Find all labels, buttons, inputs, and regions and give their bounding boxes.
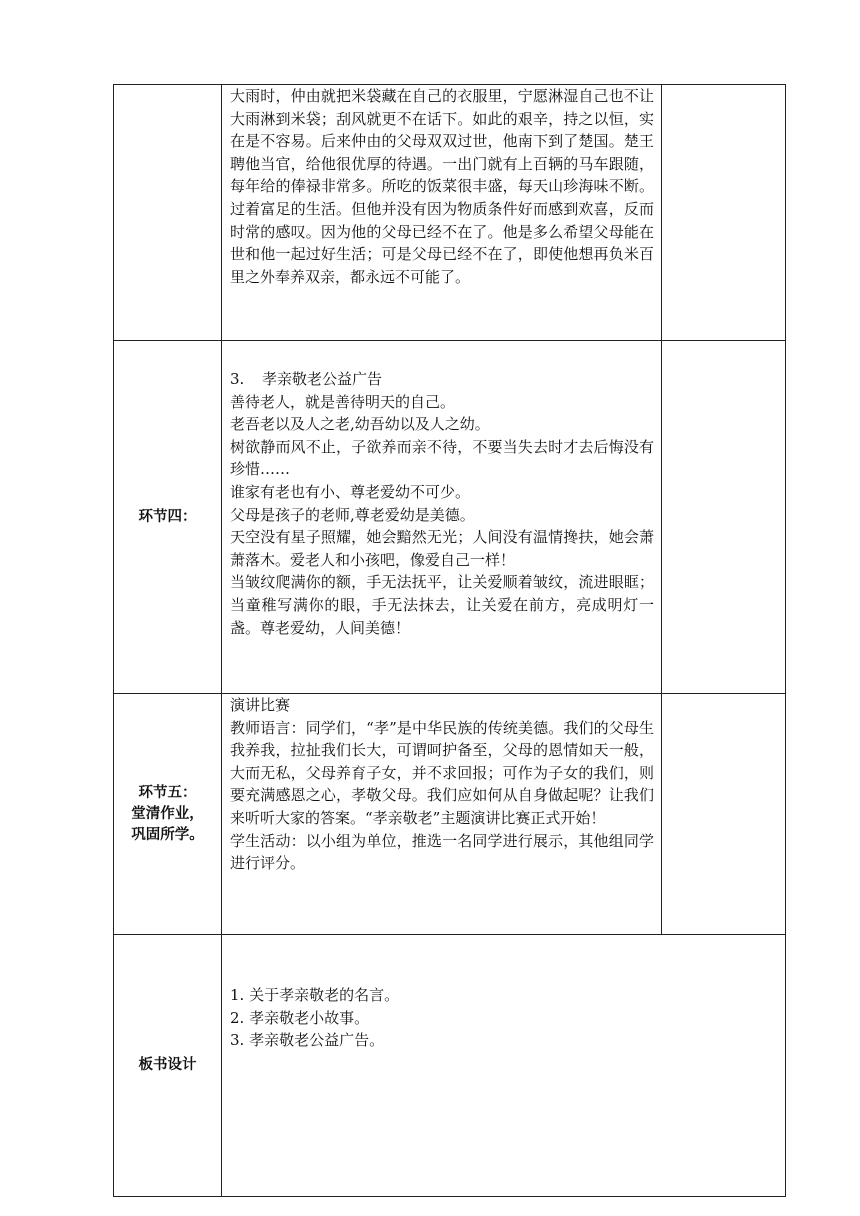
notes-cell (662, 341, 786, 694)
section-heading: 演讲比赛 (230, 696, 291, 714)
table-row (114, 85, 786, 341)
slogan: 老吾老以及人之老,幼吾幼以及人之幼。 (230, 415, 490, 434)
slogan: 善待老人，就是善待明天的自己。 (230, 392, 456, 411)
label-line: 环节五： (138, 784, 197, 801)
speech-contest-section (222, 694, 662, 935)
label-line: 堂清作业， (131, 805, 204, 822)
heading-number: 3. (230, 370, 245, 388)
list-item: 2. 孝亲敬老小故事。 (230, 1008, 370, 1027)
row-label (114, 694, 222, 935)
table-row (114, 341, 786, 694)
lesson-plan-table (113, 84, 786, 1197)
slogan: 谁家有老也有小、尊老爱幼不可少。 (230, 482, 471, 501)
paragraph: 大雨时，仲由就把米袋藏在自己的衣服里，宁愿淋湿自己也不让大雨淋到米袋；刮风就更不在话下。如此的艰辛，持之以恒，实在是不容易。后来仲由的父母双双过世，他南下到了楚国。楚王聘他当官，给他很优厚的待遇。一出门就有上百辆的马车跟随，每年给的俸禄非常多。所吃的饭菜很丰盛，每天山珍海味不断。过着富足的生活。但他并没有因为物质条件好而感到欢喜，反而时常的感叹。因为他的父母已经不在了。他是多么希望父母能在世和他一起过好生活；可是父母已经不在了，即使他想再负米百里之外奉养双亲，都永远不可能了。 (230, 87, 654, 286)
section-heading (230, 368, 654, 391)
slogan: 父母是孩子的老师,尊老爱幼是美德。 (230, 505, 475, 524)
row-label: 板书设计 (114, 935, 222, 1197)
slogan: 树欲静而风不止，子欲养而亲不待，不要当失去时才去后悔没有珍惜…… (230, 437, 654, 479)
board-design-list (222, 935, 786, 1197)
public-ad-section (222, 341, 662, 694)
table-row (114, 935, 786, 1197)
story-continuation (222, 85, 662, 341)
slogan: 当皱纹爬满你的额，手无法抚平，让关爱顺着皱纹，流进眼眶；当童稚写满你的眼，手无法抹去，让关爱在前方，亮成明灯一盏。尊老爱幼，人间美德！ (230, 573, 654, 637)
list-item: 3. 孝亲敬老公益广告。 (230, 1031, 385, 1050)
label-line: 巩固所学。 (131, 826, 204, 843)
notes-cell (662, 694, 786, 935)
table-row (114, 694, 786, 935)
paragraph: 学生活动：以小组为单位，推选一名同学进行展示，其他组同学进行评分。 (230, 831, 654, 873)
notes-cell (662, 85, 786, 341)
row-label: 环节四： (114, 341, 222, 694)
paragraph: 教师语言：同学们，“孝”是中华民族的传统美德。我们的父母生我养我，拉扯我们长大，可谓呵护备至，父母的恩情如天一般，大而无私，父母养育子女，并不求回报；可作为子女的我们，则要充满感恩之心，孝敬父母。我们应如何从自身做起呢？让我们来听听大家的答案。“孝亲敬老”主题演讲比赛正式开始！ (230, 718, 654, 827)
slogan: 天空没有星子照耀，她会黯然无光；人间没有温情搀扶，她会萧萧落木。爱老人和小孩吧，像爱自己一样！ (230, 528, 654, 569)
row-label (114, 85, 222, 341)
heading-text: 孝亲敬老公益广告 (262, 370, 383, 388)
list-item: 1. 关于孝亲敬老的名言。 (230, 986, 400, 1004)
